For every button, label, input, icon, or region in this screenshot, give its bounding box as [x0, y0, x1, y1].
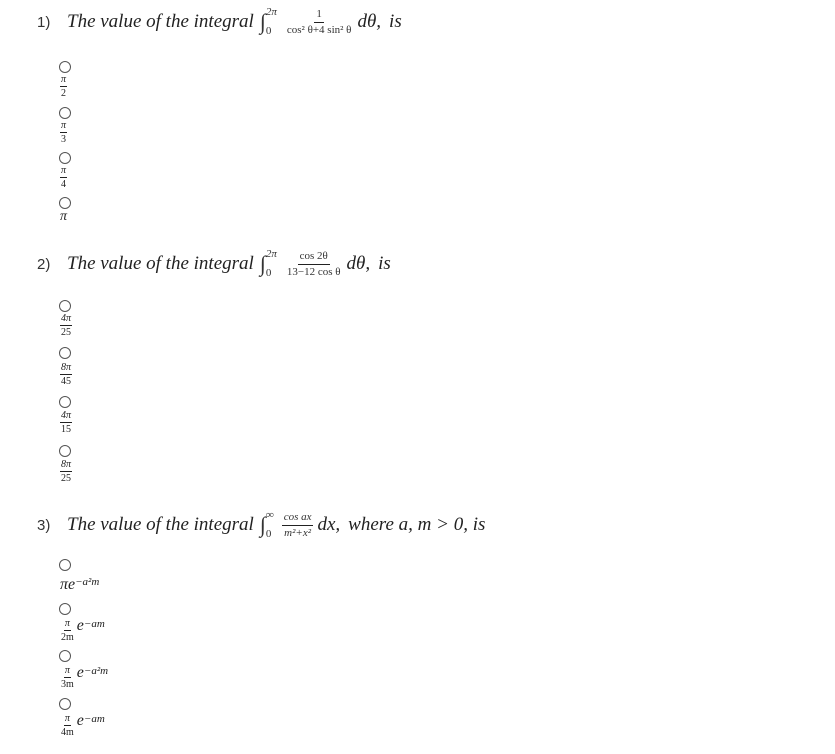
differential: dθ, [357, 11, 382, 32]
option-fraction: $\frac{\pi}{4}$ [61, 165, 67, 190]
upper-limit: 2π [265, 248, 277, 260]
lower-limit: 0 [265, 25, 272, 37]
question-2 [37, 248, 391, 280]
radio-button[interactable] [59, 152, 71, 164]
integral-sign: ∫ [259, 251, 266, 276]
upper-limit: ∞ [265, 509, 274, 521]
option-fraction: $\frac{8\pi}{25}$ [61, 459, 72, 484]
option-fraction: $\frac{\pi}{2}$ [61, 74, 67, 99]
integrand-fraction [285, 8, 354, 36]
radio-button[interactable] [59, 61, 71, 73]
option-fraction: $\frac{4\pi}{15}$ [61, 410, 72, 435]
radio-button[interactable] [59, 445, 71, 457]
option-expression: πe $^{-a^2m}$ [60, 576, 100, 593]
lower-limit: 0 [265, 267, 272, 279]
question-3 [37, 509, 485, 541]
integral-limits [266, 510, 274, 540]
integrand-fraction [285, 250, 343, 278]
integral-sign: ∫ [259, 512, 266, 537]
integrand-denominator: 13−12 cos θ [286, 265, 341, 278]
option-fraction: $\frac{8\pi}{45}$ [61, 362, 72, 387]
option-fraction: $\frac{\pi}{3}$ [61, 120, 67, 145]
integrand-numerator: cos ax [282, 511, 314, 526]
question-1 [37, 6, 402, 38]
radio-button[interactable] [59, 396, 71, 408]
question-lead: The value of the integral [67, 11, 254, 32]
radio-button[interactable] [59, 650, 71, 662]
integral-sign: ∫ [259, 9, 266, 34]
question-number: 2) [37, 255, 51, 273]
option-expression: $\frac{\pi}{2m}$ e $^{-am}$ [61, 617, 105, 643]
option-fraction: $\frac{\pi}{4m}$ [61, 713, 74, 738]
integrand-numerator: 1 [314, 8, 324, 23]
option-fraction: $\frac{\pi}{3m}$ [61, 665, 74, 690]
question-lead: The value of the integral [67, 253, 254, 274]
radio-button[interactable] [59, 300, 71, 312]
option-expression: $\frac{\pi}{3m}$ e $^{-a^2m}$ [61, 664, 109, 690]
integrand-fraction [282, 511, 314, 539]
option-expression: $\frac{\pi}{4m}$ e $^{-am}$ [61, 712, 105, 738]
radio-button[interactable] [59, 698, 71, 710]
lower-limit: 0 [265, 528, 272, 540]
option-text: π [60, 209, 68, 224]
radio-button[interactable] [59, 347, 71, 359]
radio-button[interactable] [59, 559, 71, 571]
radio-button[interactable] [59, 107, 71, 119]
option-fraction: $\frac{\pi}{2m}$ [61, 618, 74, 643]
question-tail: is [389, 11, 402, 32]
integrand-numerator: cos 2θ [298, 250, 330, 265]
differential: dθ, [346, 253, 371, 274]
option-fraction: $\frac{4\pi}{25}$ [61, 313, 72, 338]
integral-limits [266, 249, 277, 279]
radio-button[interactable] [59, 197, 71, 209]
integrand-denominator: cos² θ+4 sin² θ [286, 23, 352, 36]
integrand-denominator: m²+x² [284, 526, 312, 539]
question-lead: The value of the integral [67, 514, 254, 535]
integral-limits [266, 7, 277, 37]
radio-button[interactable] [59, 603, 71, 615]
question-tail: is [378, 253, 391, 274]
question-tail: where a, m > 0, is [348, 514, 486, 535]
upper-limit: 2π [265, 6, 277, 18]
question-number: 1) [37, 13, 51, 31]
question-number: 3) [37, 516, 51, 534]
differential: dx, [317, 514, 341, 535]
